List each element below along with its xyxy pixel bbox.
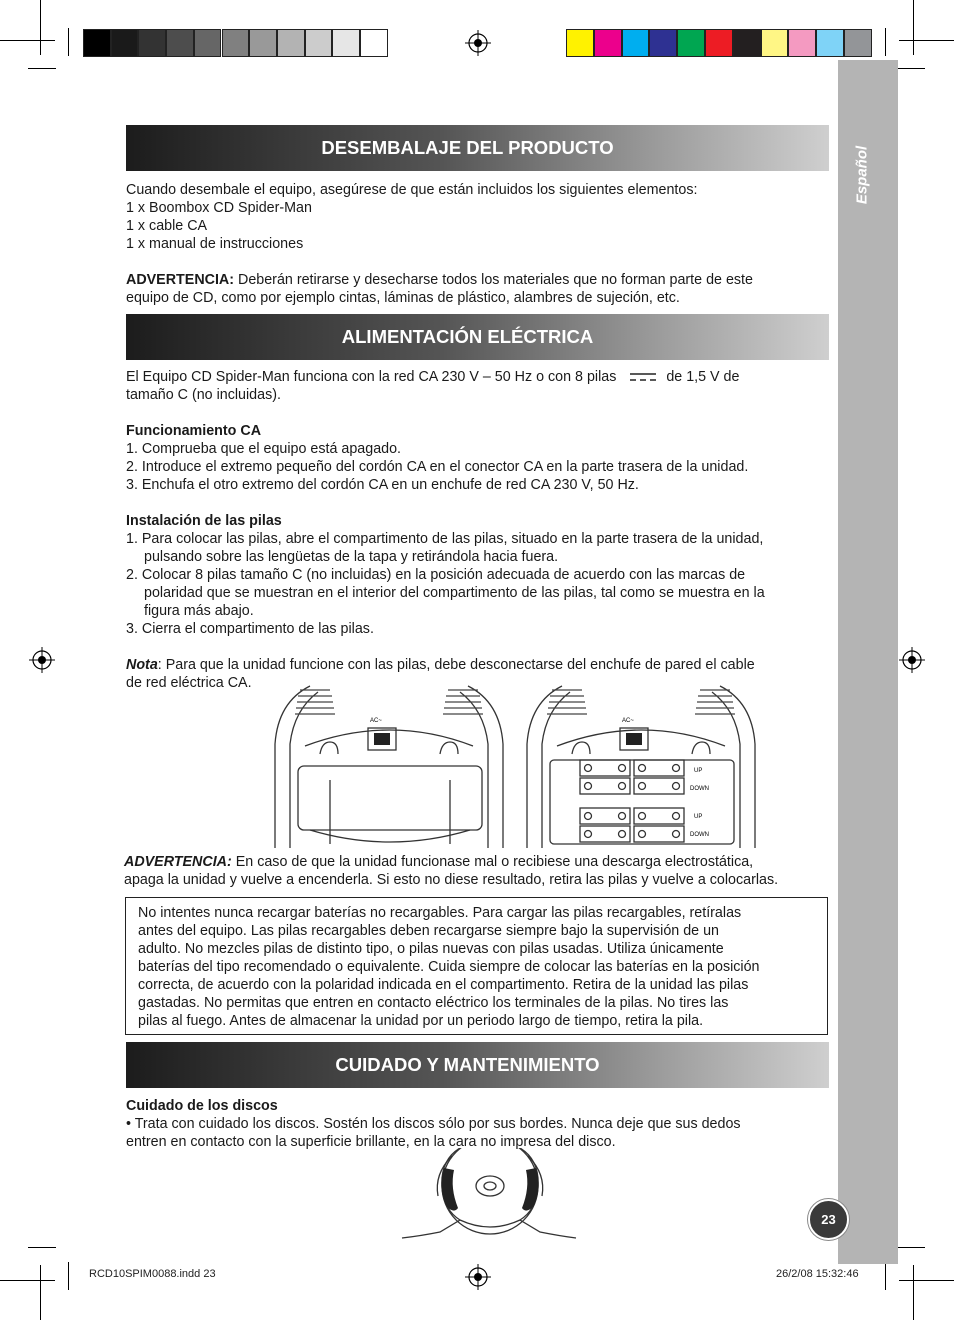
down-label: DOWN bbox=[690, 832, 709, 838]
crop-mark bbox=[28, 1247, 56, 1248]
unpack-text: Cuando desembale el equipo, asegúrese de que están incluidos los siguientes elementos: 1 x Boombox CD Spider-Man 1 x cable CA 1 x manual de instrucciones ADVERTENCIA: Deberán retirarse y desecharse todos los materiales que no forman parte de este equipo de CD, como por ejemplo cintas, láminas de plástico, alambres de sujeción, etc. bbox=[126, 181, 836, 307]
crop-mark bbox=[0, 1280, 55, 1281]
crop-mark bbox=[885, 1262, 886, 1290]
color-swatch bbox=[705, 29, 733, 57]
list-item: 2. Introduce el extremo pequeño del cordón CA en el conector CA en la parte trasera de la unidad. bbox=[126, 459, 749, 475]
dc-symbol-icon bbox=[628, 371, 658, 383]
registration-mark-icon bbox=[29, 647, 55, 673]
crop-mark bbox=[68, 28, 69, 56]
crop-mark bbox=[899, 1280, 954, 1281]
color-swatch bbox=[83, 29, 111, 57]
color-swatch bbox=[138, 29, 166, 57]
color-swatch bbox=[594, 29, 622, 57]
color-swatch bbox=[566, 29, 594, 57]
color-swatch bbox=[249, 29, 277, 57]
color-swatch bbox=[649, 29, 677, 57]
color-swatch bbox=[733, 29, 761, 57]
crop-mark bbox=[68, 1262, 69, 1290]
color-swatch bbox=[194, 29, 222, 57]
up-label: UP bbox=[694, 768, 703, 774]
power-warning: ADVERTENCIA: En caso de que la unidad funcionase mal o recibiese una descarga electrostática, apaga la unidad y vuelve a encenderla. Si esto no diese resultado, retira las pilas y vuelve a colocarlas. bbox=[124, 854, 779, 888]
color-swatch bbox=[844, 29, 872, 57]
power-text: El Equipo CD Spider-Man funciona con la red CA 230 V – 50 Hz o con 8 pilas de 1,5 V de tamaño C (no incluidas). Funcionamiento CA 1. Comprueba que el equipo está apagado. 2. Introduce el extremo pequeño del cordón CA en el conector CA en la parte trasera de la unidad. 3. Enchufa el otro extremo del cordón CA en un enchufe de red CA 230 V, 50 Hz. Instalación de las pilas 1. Para colocar las pilas, abre el compartimento de las pilas, situado en la parte trasera de la unidad, pulsando sobre las lengüetas de la tapa y retirándola hacia fuera. 2. Colocar 8 pilas tamaño C (no incluidas) en la posición adecuada de acuerdo con las marcas de polaridad que se muestran en el interior del compartimento de las pilas, tal como se muestra en la figura más abajo. 3. Cierra el compartimento de las pilas. Nota: Para que la unidad funcione con las pilas, debe desconectarse del enchufe de pared el cable de red eléctrica CA. bbox=[126, 368, 836, 692]
disc-handling-figure bbox=[400, 1148, 578, 1240]
color-swatch bbox=[360, 29, 388, 57]
list-item: 3. Cierra el compartimento de las pilas. bbox=[126, 621, 374, 637]
list-item: 1 x manual de instrucciones bbox=[126, 236, 304, 252]
crop-mark bbox=[897, 1247, 925, 1248]
color-swatch bbox=[788, 29, 816, 57]
crop-mark bbox=[40, 0, 41, 55]
list-item: 1. Comprueba que el equipo está apagado. bbox=[126, 441, 402, 457]
color-swatch bbox=[111, 29, 139, 57]
up-label: UP bbox=[694, 814, 703, 820]
crop-mark bbox=[40, 1265, 41, 1320]
section-header-unpack: DESEMBALAJE DEL PRODUCTO bbox=[126, 125, 829, 171]
down-label: DOWN bbox=[690, 786, 709, 792]
crop-mark bbox=[897, 68, 925, 69]
color-swatch bbox=[622, 29, 650, 57]
page-number: 23 bbox=[808, 1199, 849, 1240]
section-header-care: CUIDADO Y MANTENIMIENTO bbox=[126, 1042, 829, 1088]
registration-mark-icon bbox=[899, 647, 925, 673]
crop-mark bbox=[913, 1265, 914, 1320]
list-item: 2. Colocar 8 pilas tamaño C (no incluidas) en la posición adecuada de acuerdo con las marcas de bbox=[126, 567, 746, 583]
language-label: Español bbox=[853, 145, 871, 205]
color-swatch bbox=[332, 29, 360, 57]
color-swatch bbox=[277, 29, 305, 57]
crop-mark bbox=[885, 28, 886, 56]
list-item: 1. Para colocar las pilas, abre el compartimento de las pilas, situado en la parte trasera de la unidad, bbox=[126, 531, 764, 547]
battery-safety-notice: No intentes nunca recargar baterías no recargables. Para cargar las pilas recargables, retíralas antes del equipo. Las pilas recargables deben recargarse siempre bajo la supervisión de un adulto. No mezcles pilas de distinto tipo, o pilas nuevas con pilas usadas. Utiliza únicamente baterías del tipo recomendado o equivalente. Cuida siempre de colocar las baterías en la posición correcta, de acuerdo con la polaridad indicada en el compartimento. Retira de la unidad las pilas gastadas. No permitas que entren en contacto eléctrico los terminales de la pilas. No tires las pilas al fuego. Antes de almacenar la unidad por un periodo largo de tiempo, retira la pila. bbox=[125, 897, 828, 1035]
color-swatch bbox=[305, 29, 333, 57]
color-swatch bbox=[677, 29, 705, 57]
language-side-tab bbox=[838, 60, 898, 1264]
color-swatch bbox=[761, 29, 789, 57]
list-item: 3. Enchufa el otro extremo del cordón CA en un enchufe de red CA 230 V, 50 Hz. bbox=[126, 477, 639, 493]
crop-mark bbox=[0, 40, 55, 41]
crop-mark bbox=[913, 0, 914, 55]
care-text: Cuidado de los discos • Trata con cuidado los discos. Sostén los discos sólo por sus bordes. Nunca deje que sus dedos entren en contacto con la superficie brillante, en la cara no impresa del disco. bbox=[126, 1098, 741, 1150]
color-swatch bbox=[222, 29, 250, 57]
ac-label: AC~ bbox=[622, 718, 634, 724]
crop-mark bbox=[28, 68, 56, 69]
color-swatch bbox=[166, 29, 194, 57]
battery-compartment-figure bbox=[270, 684, 780, 848]
registration-mark-icon bbox=[465, 30, 491, 56]
ac-label: AC~ bbox=[370, 718, 382, 724]
color-swatch bbox=[816, 29, 844, 57]
list-item: 1 x cable CA bbox=[126, 218, 208, 234]
footer-file-name: RCD10SPIM0088.indd 23 bbox=[89, 1268, 216, 1280]
crop-mark bbox=[899, 40, 954, 41]
section-header-power: ALIMENTACIÓN ELÉCTRICA bbox=[126, 314, 829, 360]
footer-timestamp: 26/2/08 15:32:46 bbox=[776, 1268, 859, 1280]
list-item: 1 x Boombox CD Spider-Man bbox=[126, 200, 312, 216]
registration-mark-icon bbox=[465, 1264, 491, 1290]
